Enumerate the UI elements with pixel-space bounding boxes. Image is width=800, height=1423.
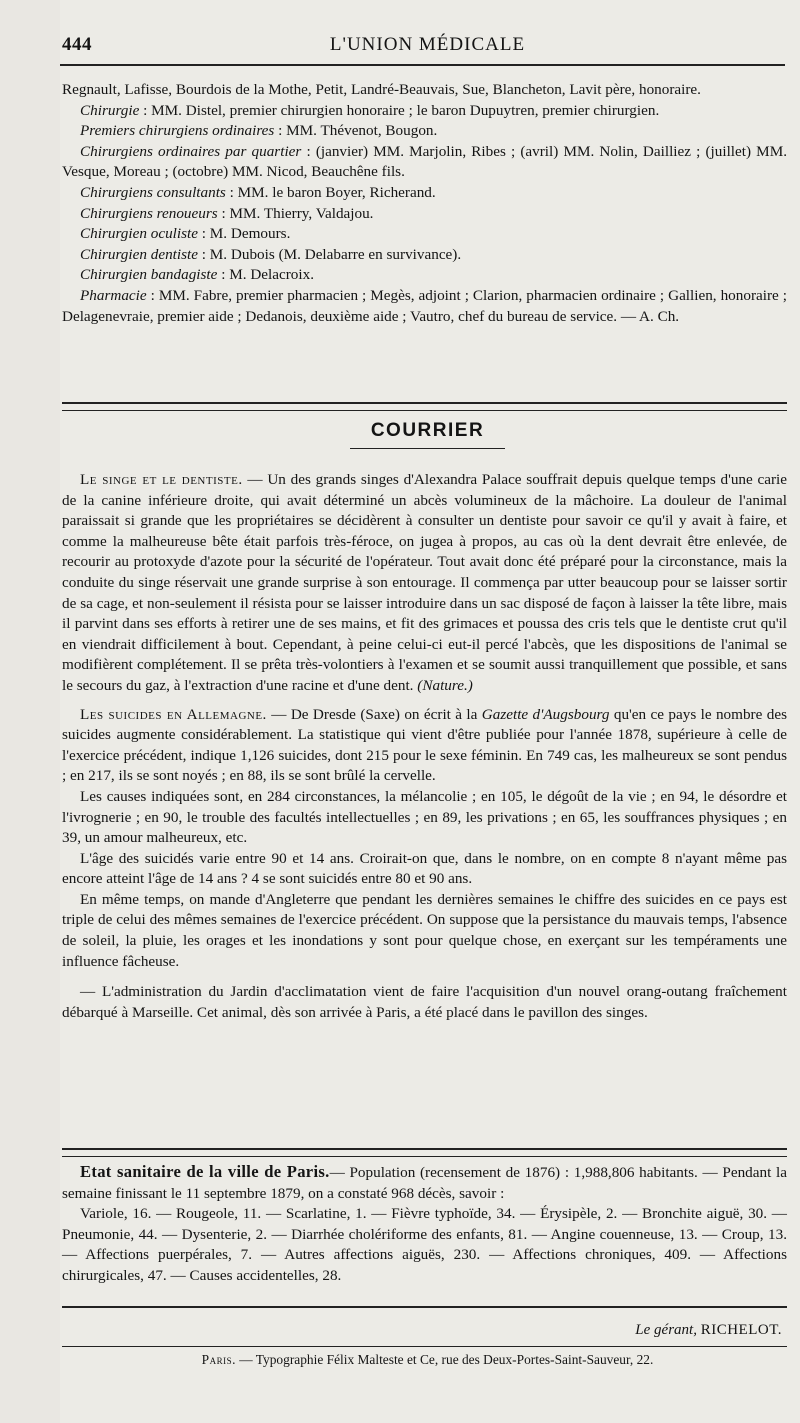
article-angleterre: En même temps, on mande d'Angleterre que pendant les dernières semaines le chiffre des suicides en ce pays est triple de celui des mêmes semaines de l'exercice précédent. On suppose que la persistance du mauvais temps, l'absence de soleil, la pluie, les orages et les inondations y sont pour quelque chose, en exerçant sur les tempéraments une influence fâcheuse. [62, 890, 787, 970]
imprint-rule [62, 1346, 787, 1347]
page [60, 0, 800, 1423]
section-title-courrier: COURRIER [370, 420, 485, 441]
article-suicides-heading: Les suicides en Allemagne. [80, 705, 267, 723]
courrier-articles [62, 470, 787, 1023]
etat-intro: Etat sanitaire de la ville de Paris.— Population (recensement de 1876) : 1,988,806 habitants. — Pendant la semaine finissant le 11 septembre 1879, on a constaté 968 décès, savoir : [62, 1162, 787, 1202]
footer-rule [62, 1306, 787, 1308]
journal-title: L'UNION MÉDICALE [329, 34, 526, 55]
staff-pharmacie: Pharmacie : MM. Fabre, premier pharmacien ; Megès, adjoint ; Clarion, pharmacien ordinaire ; Gallien, honoraire ; Delagenevraie, premier aide ; Dedanois, deuxième aide ; Vautro, chef du bureau de service. — A. Ch. [62, 286, 787, 325]
header-rule [60, 64, 785, 66]
staff-quartier: Chirurgiens ordinaires par quartier : (janvier) MM. Marjolin, Ribes ; (avril) MM. Nolin, Dailliez ; (juillet) MM. Vesque, Moreau ; (octobre) MM. Nicod, Beauchêne fils. [62, 142, 787, 181]
staff-list [62, 80, 787, 327]
imprint: Paris. — Typographie Félix Malteste et Ce, rue des Deux-Portes-Saint-Sauveur, 22. [201, 1352, 654, 1367]
etat-sanitaire [62, 1162, 787, 1287]
section-rule [62, 402, 787, 411]
staff-line-1: Regnault, Lafisse, Bourdois de la Mothe, Petit, Landré-Beauvais, Sue, Blancheton, Lavit père, honoraire. [62, 81, 701, 98]
gerant-name: RICHELOT. [700, 1322, 782, 1338]
staff-bandagiste: Chirurgien bandagiste : M. Delacroix. [80, 266, 314, 284]
staff-oculiste: Chirurgien oculiste : M. Demours. [80, 225, 291, 243]
chirurgie-label: Chirurgie [80, 101, 140, 119]
staff-renoueurs: Chirurgiens renoueurs : MM. Thierry, Valdajou. [80, 204, 374, 222]
etat-title: Etat sanitaire de la ville de Paris. [80, 1162, 330, 1181]
signature: Le gérant, RICHELOT. [635, 1322, 782, 1338]
gazette-name: Gazette d'Augsbourg [481, 705, 610, 723]
imprint-city: Paris. [201, 1352, 236, 1367]
section-title-underline [350, 448, 505, 449]
article-suicides: Les suicides en Allemagne. — De Dresde (Saxe) on écrit à la Gazette d'Augsbourg qu'en ce pays le nombre des suicides augmente considérablement. La statistique qui vient d'être publiée pour l'année 1878, supérieure à celle de l'exercice précédent, indique 1,126 suicides, dont 215 pour le sexe féminin. En 749 cas, les malheureux se sont pendus ; en 217, ils se sont noyés ; en 88, ils se sont brûlé la cervelle. [62, 705, 787, 785]
etat-rule [62, 1148, 787, 1157]
staff-premiers: Premiers chirurgiens ordinaires : MM. Thévenot, Bougon. [80, 122, 438, 140]
article-causes: Les causes indiquées sont, en 284 circonstances, la mélancolie ; en 105, le dégoût de la vie ; en 94, le désordre et l'ivrognerie ; en 90, le trouble des facultés intellectuelles ; en 89, les privations ; en 65, les souffrances physiques ; en 39, un amour malheureux, etc. [62, 787, 787, 847]
staff-chirurgie: Chirurgie : MM. Distel, premier chirurgien honoraire ; le baron Dupuytren, premier chirurgien. [80, 101, 660, 119]
staff-consultants: Chirurgiens consultants : MM. le baron Boyer, Richerand. [80, 183, 436, 201]
staff-dentiste: Chirurgien dentiste : M. Dubois (M. Delabarre en survivance). [80, 245, 462, 263]
article-singe-heading: Le singe et le dentiste. [80, 471, 243, 488]
etat-causes: Variole, 16. — Rougeole, 11. — Scarlatine, 1. — Fièvre typhoïde, 34. — Érysipèle, 2. — Bronchite aiguë, 30. — Pneumonie, 44. — Dysenterie, 2. — Diarrhée cholériforme des enfants, 81. — Angine couenneuse, 13. — Croup, 13. — Affections puerpérales, 7. — Autres affections aiguës, 230. — Affections chroniques, 409. — Affections chirurgicales, 47. — Causes accidentelles, 28. [62, 1205, 787, 1284]
article-age: L'âge des suicidés varie entre 90 et 14 ans. Croirait-on que, dans le nombre, on en compte 8 n'ayant même pas encore atteint l'âge de 14 ans ? 4 se sont suicidés entre 80 et 90 ans. [62, 849, 787, 888]
article-singe-source: (Nature.) [417, 676, 473, 694]
running-head [60, 34, 795, 64]
article-jardin: — L'administration du Jardin d'acclimatation vient de faire l'acquisition d'un nouvel orang-outang fraîchement débarqué à Marseille. Cet animal, dès son arrivée à Paris, a été placé dans le pavillon des singes. [62, 983, 787, 1021]
page-number: 444 [62, 34, 92, 55]
article-singe: Le singe et le dentiste. — Un des grands singes d'Alexandra Palace souffrait depuis quelque temps d'une carie de la canine inférieure droite, qui avait déterminé un abcès volumineux de la mâchoire. La douleur de l'animal paraissait si grande que les propriétaires se décidèrent à consulter un dentiste pour savoir ce qu'il y avait à faire, et comme la malheureuse bête était parfois très-féroce, on jugea à propos, au cas où la dent devrait être enlevée, de recourir au protoxyde d'azote pour la sécurité de l'opérateur. Tout avait donc été préparé pour la circonstance, mais la conduite du singe réservait une grande surprise à son entourage. Il commença par utter beaucoup pour se laisser sortir de sa cage, et non-seulement il résista pour se laisser introduire dans un sac disposé de façon à laisser la tête libre, mais il parvint dans ses efforts à retirer une de ses mains, et fit des grimaces et poussa des cris tels que le dentiste crut qu'il en viendrait difficilement à bout. Cependant, à peine celui-ci eut-il percé l'abcès, que les dispositions de l'animal se modifièrent complétement. Il se prêta très-volontiers à l'examen et se soumit aussi tranquillement que possible, et sans le secours du gaz, à l'extraction d'une racine et d'une dent. (Nature.) [62, 471, 788, 694]
